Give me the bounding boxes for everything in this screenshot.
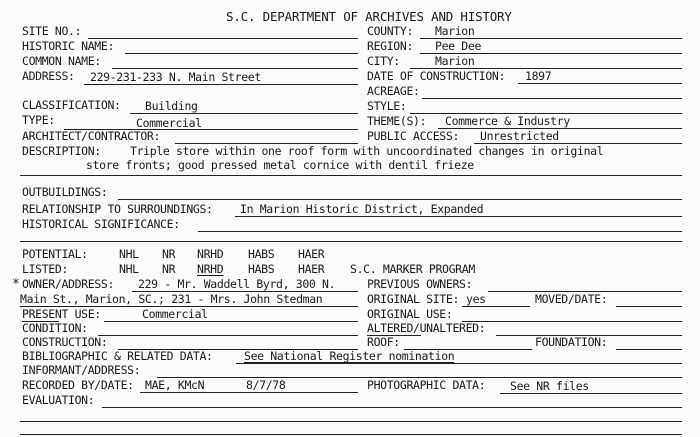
style-label: STYLE: — [367, 99, 407, 113]
foundation-line — [616, 349, 682, 350]
public-access-value: Unrestricted — [480, 129, 559, 143]
altered-unaltered-label: ALTERED/UNALTERED: — [367, 321, 486, 335]
relationship-value: In Marion Historic District, Expanded — [240, 202, 484, 216]
listed-nrhd: NRHD — [197, 262, 224, 276]
date-of-construction-label: DATE OF CONSTRUCTION: — [367, 69, 506, 83]
form-title: S.C. DEPARTMENT OF ARCHIVES AND HISTORY — [226, 9, 512, 24]
bibliographic-label: BIBLIOGRAPHIC & RELATED DATA: — [22, 349, 213, 363]
photographic-data-label: PHOTOGRAPHIC DATA: — [367, 378, 486, 392]
foundation-label: FOUNDATION: — [535, 335, 608, 349]
photographic-data-line — [500, 393, 682, 394]
roof-label: ROOF: — [367, 335, 400, 349]
sc-marker-program: S.C. MARKER PROGRAM — [350, 262, 475, 276]
description-line-1: Triple store within one roof form with uncoordinated changes in original — [130, 144, 604, 158]
public-access-label: PUBLIC ACCESS: — [367, 129, 460, 143]
owner-value-line-2: Main St., Marion, SC.; 231 - Mrs. John Stedman — [20, 292, 323, 306]
recorded-by-line — [140, 392, 358, 393]
classification-label: CLASSIFICATION: — [22, 98, 121, 112]
outbuildings-line — [118, 199, 682, 200]
significance-rule — [20, 241, 682, 242]
potential-nhl: NHL — [119, 247, 139, 261]
acreage-line — [422, 98, 682, 99]
site-no-line — [88, 38, 358, 39]
evaluation-line-3 — [20, 434, 682, 435]
themes-value: Commerce & Industry — [445, 114, 570, 128]
original-use-line — [462, 321, 682, 322]
owner-value-line-1: 229 - Mr. Waddell Byrd, 300 N. — [138, 277, 336, 291]
architect-label: ARCHITECT/CONTRACTOR: — [22, 129, 161, 143]
condition-line — [98, 335, 358, 336]
description-rule — [20, 175, 682, 176]
historic-name-line — [125, 53, 358, 54]
description-line-2: store fronts; good pressed metal cornice with dentil frieze — [86, 158, 474, 172]
common-name-line — [112, 68, 358, 69]
historical-significance-label: HISTORICAL SIGNIFICANCE: — [22, 217, 180, 231]
site-no-label: SITE NO.: — [22, 24, 82, 38]
historic-name-label: HISTORIC NAME: — [22, 39, 115, 53]
informant-label: INFORMANT/ADDRESS: — [22, 363, 141, 377]
classification-value: Building — [145, 99, 198, 113]
moved-date-line — [616, 306, 682, 307]
classification-line — [130, 113, 358, 114]
bibliographic-line — [236, 363, 682, 364]
county-value: Marion — [435, 24, 475, 38]
date-of-construction-line — [518, 83, 682, 84]
owner-asterisk: * — [12, 277, 20, 292]
listed-nhl: NHL — [119, 262, 139, 276]
original-use-label: ORIGINAL USE: — [367, 307, 453, 321]
common-name-label: COMMON NAME: — [22, 54, 101, 68]
owner-address-label: OWNER/ADDRESS: — [22, 277, 115, 291]
potential-nr: NR — [162, 247, 176, 261]
relationship-line — [235, 216, 682, 217]
potential-haer: HAER — [298, 247, 325, 261]
address-value: 229-231-233 N. Main Street — [90, 70, 261, 84]
listed-label: LISTED: — [22, 262, 69, 276]
region-value: Pee Dee — [435, 39, 482, 53]
photographic-data-value: See NR files — [510, 379, 589, 393]
evaluation-line-2 — [20, 421, 682, 422]
themes-line — [438, 128, 682, 129]
construction-label: CONSTRUCTION: — [22, 335, 108, 349]
address-line — [84, 84, 358, 85]
bibliographic-value: See National Register nomination — [244, 349, 455, 363]
evaluation-label: EVALUATION: — [22, 393, 95, 407]
themes-label: THEME(S): — [367, 114, 427, 128]
type-value: Commercial — [136, 116, 202, 130]
original-site-label: ORIGINAL SITE: — [367, 292, 460, 306]
present-use-label: PRESENT USE: — [22, 307, 101, 321]
recorded-date-value: 8/7/78 — [246, 378, 286, 392]
relationship-label: RELATIONSHIP TO SURROUNDINGS: — [22, 202, 213, 216]
moved-date-label: MOVED/DATE: — [535, 292, 608, 306]
present-use-line — [104, 321, 358, 322]
county-label: COUNTY: — [367, 24, 414, 38]
city-value: Marion — [435, 54, 475, 68]
evaluation-line — [102, 407, 682, 408]
potential-label: POTENTIAL: — [22, 247, 88, 261]
outbuildings-label: OUTBUILDINGS: — [22, 185, 108, 199]
listed-haer: HAER — [298, 262, 325, 276]
potential-nrhd: NRHD — [197, 247, 224, 261]
historical-significance-line — [198, 231, 682, 232]
previous-owners-label: PREVIOUS OWNERS: — [367, 277, 473, 291]
recorded-by-label: RECORDED BY/DATE: — [22, 378, 134, 392]
region-label: REGION: — [367, 39, 414, 53]
potential-habs: HABS — [248, 247, 275, 261]
present-use-value: Commercial — [142, 307, 208, 321]
listed-nr: NR — [162, 262, 176, 276]
type-label: TYPE: — [22, 113, 55, 127]
address-label: ADDRESS: — [22, 69, 75, 83]
recorded-by-value: MAE, KMcN — [145, 378, 205, 392]
city-label: CITY: — [367, 54, 400, 68]
listed-habs: HABS — [248, 262, 275, 276]
date-of-construction-value: 1897 — [525, 69, 552, 83]
original-site-value: yes — [466, 292, 486, 306]
description-label: DESCRIPTION: — [22, 144, 101, 158]
condition-label: CONDITION: — [22, 321, 88, 335]
original-site-line — [462, 306, 530, 307]
acreage-label: ACREAGE: — [367, 84, 420, 98]
